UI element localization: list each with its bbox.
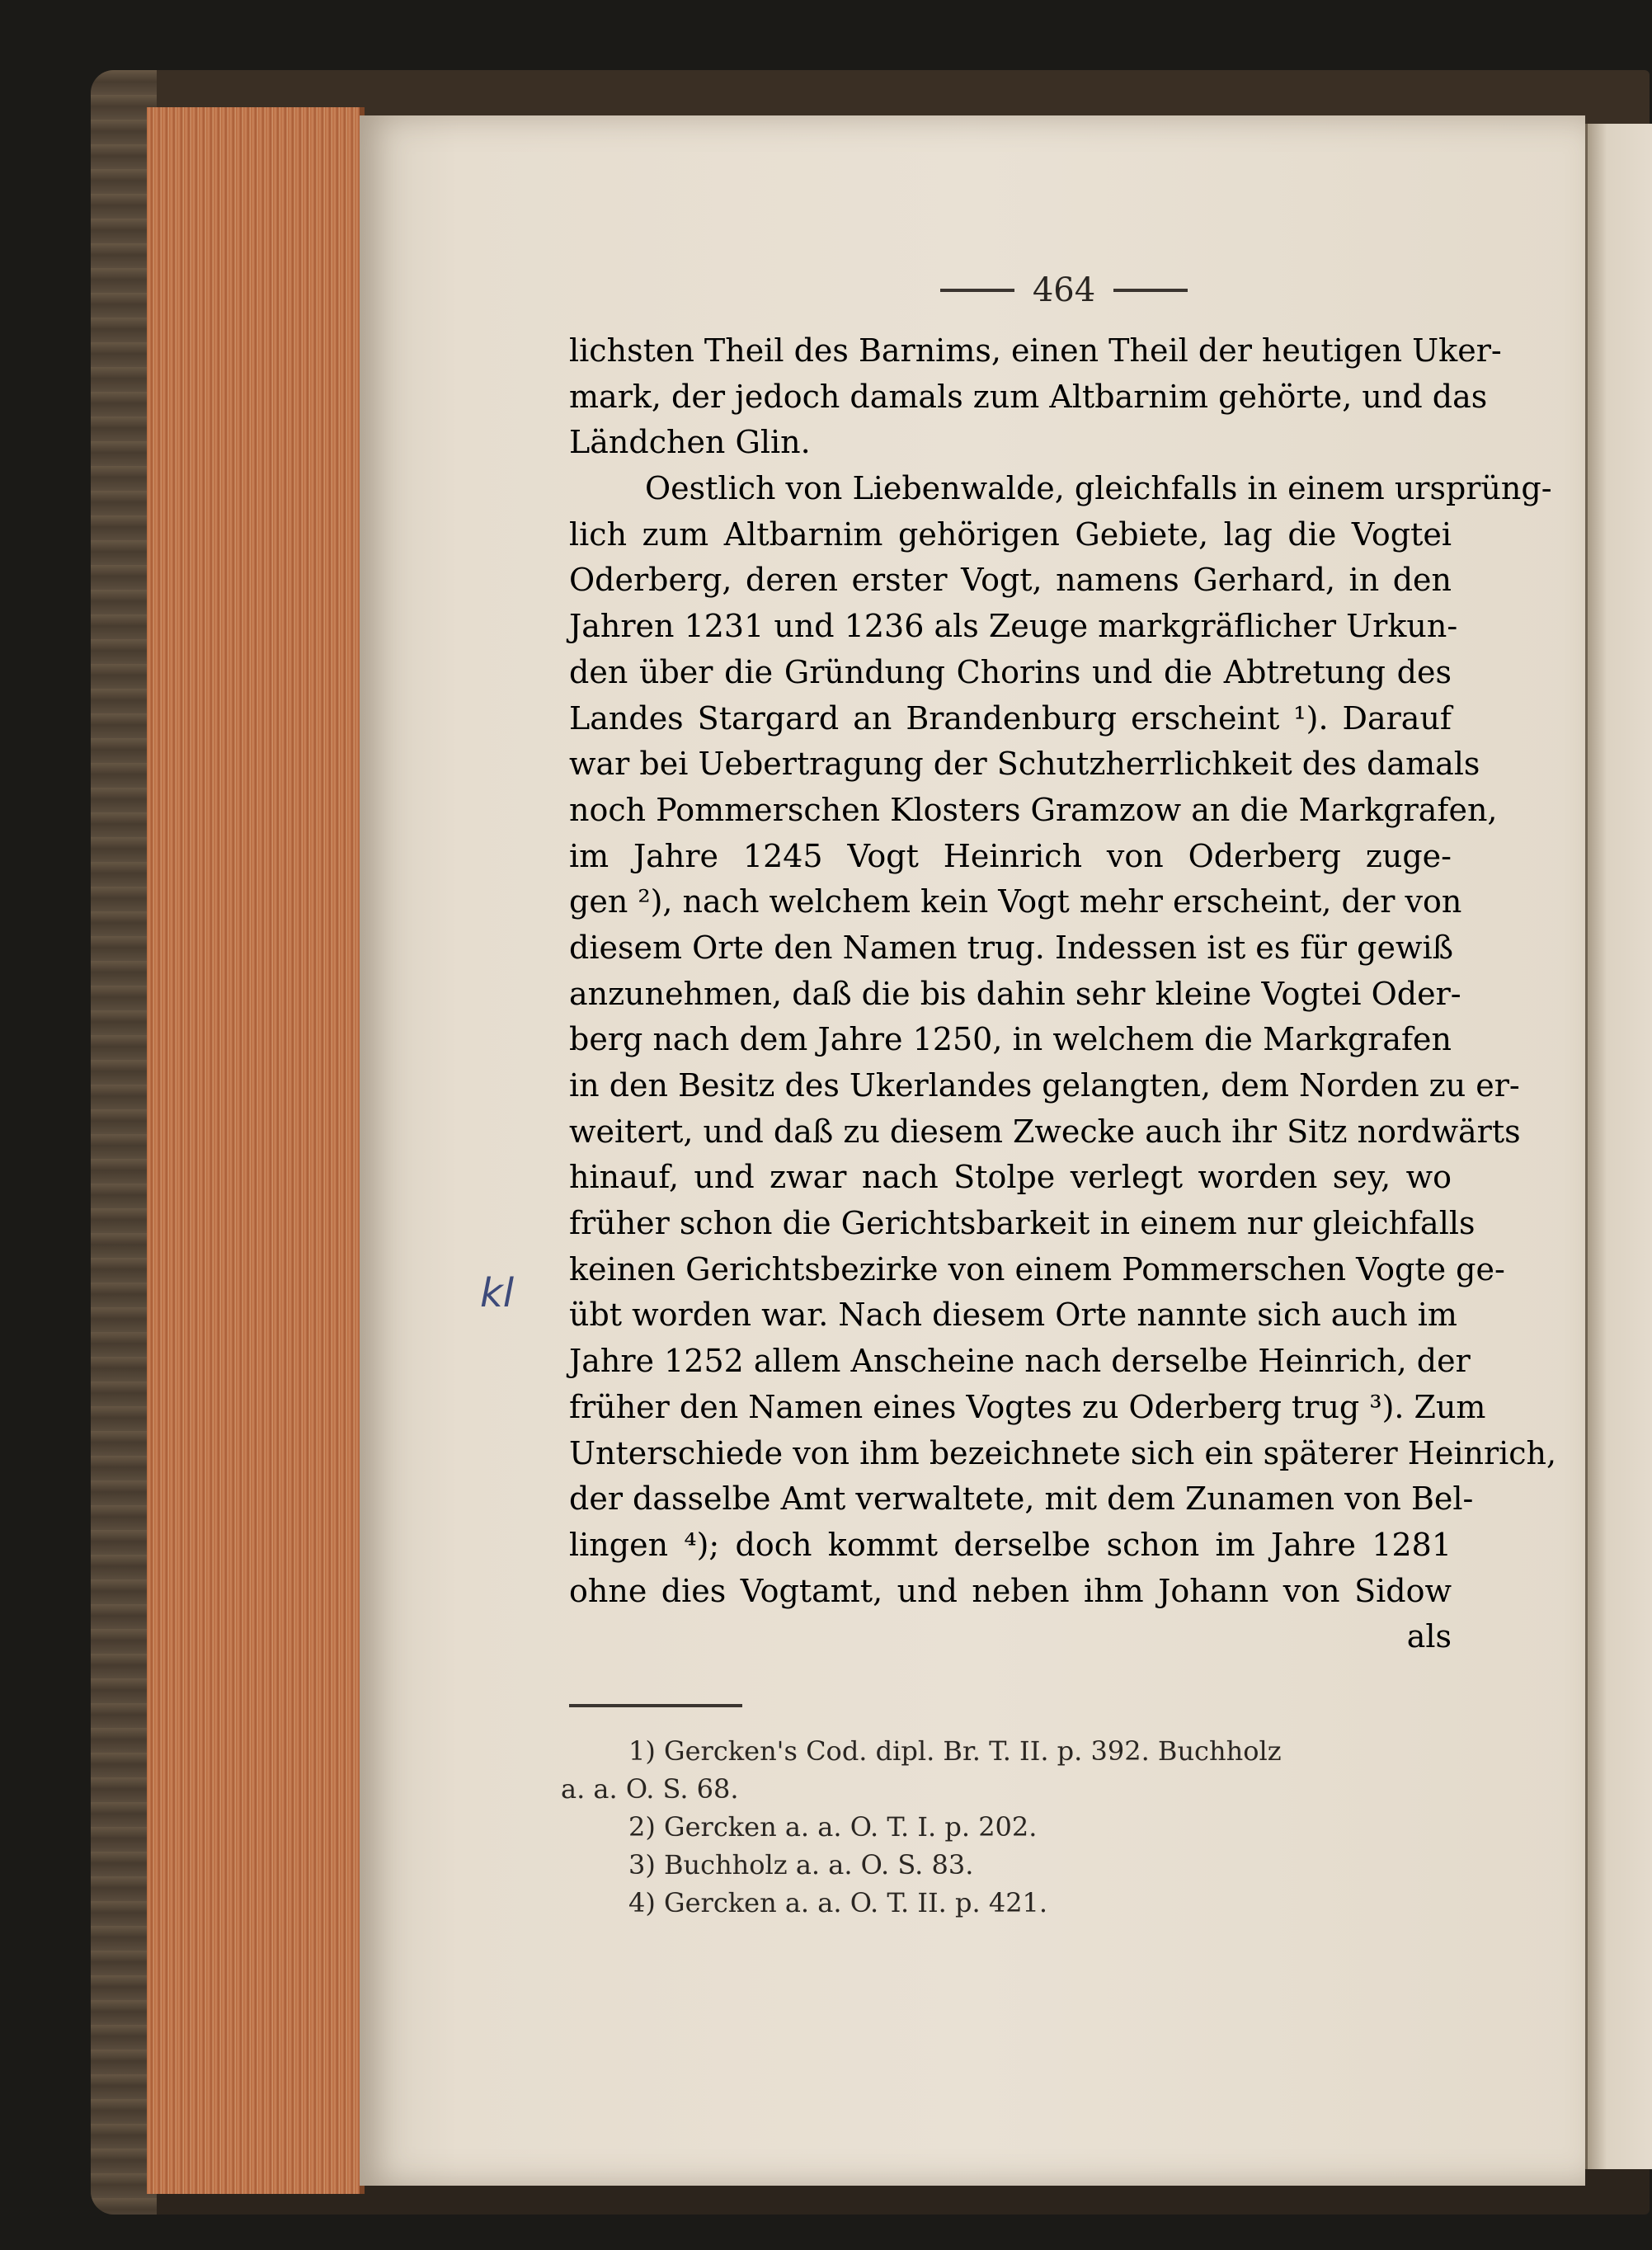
text-line: anzunehmen, daß die bis dahin sehr kleine Vogtei Oder- [569, 975, 1461, 1012]
footnote: 4) Gercken a. a. O. T. II. p. 421. [628, 1887, 1048, 1918]
text-line: in den Besitz des Ukerlandes gelangten, dem Norden zu er- [569, 1067, 1520, 1104]
text-line: der dasselbe Amt verwaltete, mit dem Zunamen von Bel- [569, 1480, 1474, 1518]
header-dash-left [940, 289, 1014, 292]
text-line: Oestlich von Liebenwalde, gleichfalls in einem ursprüng- [645, 470, 1552, 507]
body-text [569, 328, 1557, 1660]
text-line: gen ²), nach welchem kein Vogt mehr erscheint, der von [569, 883, 1462, 920]
footnote-divider [569, 1704, 742, 1707]
text-line: Unterschiede von ihm bezeichnete sich ein späterer Heinrich, [569, 1434, 1557, 1471]
text-line: früher den Namen eines Vogtes zu Oderberg trug ³). Zum [569, 1388, 1486, 1425]
catchword: als [1406, 1618, 1452, 1655]
text-line: noch Pommerschen Klosters Gramzow an die Markgrafen, [569, 791, 1498, 828]
header-dash-right [1113, 289, 1188, 292]
page-edges [147, 107, 365, 2194]
text-line: lich zum Altbarnim gehörigen Gebiete, lag die Vogtei [569, 515, 1452, 553]
text-line: lingen ⁴); doch kommt derselbe schon im Jahre 1281 [569, 1526, 1452, 1563]
footnote: 2) Gercken a. a. O. T. I. p. 202. [628, 1811, 1038, 1843]
page-number-header [891, 266, 1237, 315]
text-line: berg nach dem Jahre 1250, in welchem die Markgrafen [569, 1021, 1452, 1058]
text-line: Jahre 1252 allem Anscheine nach derselbe Heinrich, der [569, 1343, 1471, 1380]
footnotes [561, 1732, 1452, 1922]
text-line: den über die Gründung Chorins und die Abtretung des [569, 653, 1452, 690]
text-line: weitert, und daß zu diesem Zwecke auch ihr Sitz nordwärts [569, 1113, 1521, 1150]
footnote-continuation: a. a. O. S. 68. [561, 1773, 739, 1805]
text-line: übt worden war. Nach diesem Orte nannte sich auch im [569, 1297, 1457, 1334]
page-number: 464 [1032, 271, 1096, 309]
text-line: Landes Stargard an Brandenburg erscheint ¹). Darauf [569, 699, 1452, 737]
text-line: Jahren 1231 und 1236 als Zeuge markgräflicher Urkun- [569, 608, 1458, 645]
text-line: lichsten Theil des Barnims, einen Theil der heutigen Uker- [569, 332, 1502, 369]
text-line: früher schon die Gerichtsbarkeit in einem nur gleichfalls [569, 1205, 1476, 1242]
text-line: im Jahre 1245 Vogt Heinrich von Oderberg zuge- [569, 837, 1452, 874]
text-line: Ländchen Glin. [569, 424, 811, 461]
text-line: mark, der jedoch damals zum Altbarnim gehörte, und das [569, 378, 1488, 415]
footnote: 3) Buchholz a. a. O. S. 83. [628, 1849, 974, 1880]
handwritten-margin-note: kl [480, 1270, 515, 1316]
text-line: keinen Gerichtsbezirke von einem Pommerschen Vogte ge- [569, 1250, 1505, 1287]
text-line: ohne dies Vogtamt, und neben ihm Johann von Sidow [569, 1572, 1452, 1609]
facing-page-edge [1585, 124, 1652, 2169]
text-line: Oderberg, deren erster Vogt, namens Gerhard, in den [569, 562, 1452, 599]
footnote: 1) Gercken's Cod. dipl. Br. T. II. p. 392. Buchholz [628, 1735, 1282, 1767]
text-line: hinauf, und zwar nach Stolpe verlegt worden sey, wo [569, 1159, 1452, 1196]
text-line: war bei Uebertragung der Schutzherrlichkeit des damals [569, 746, 1480, 783]
text-line: diesem Orte den Namen trug. Indessen ist es für gewiß [569, 929, 1454, 966]
